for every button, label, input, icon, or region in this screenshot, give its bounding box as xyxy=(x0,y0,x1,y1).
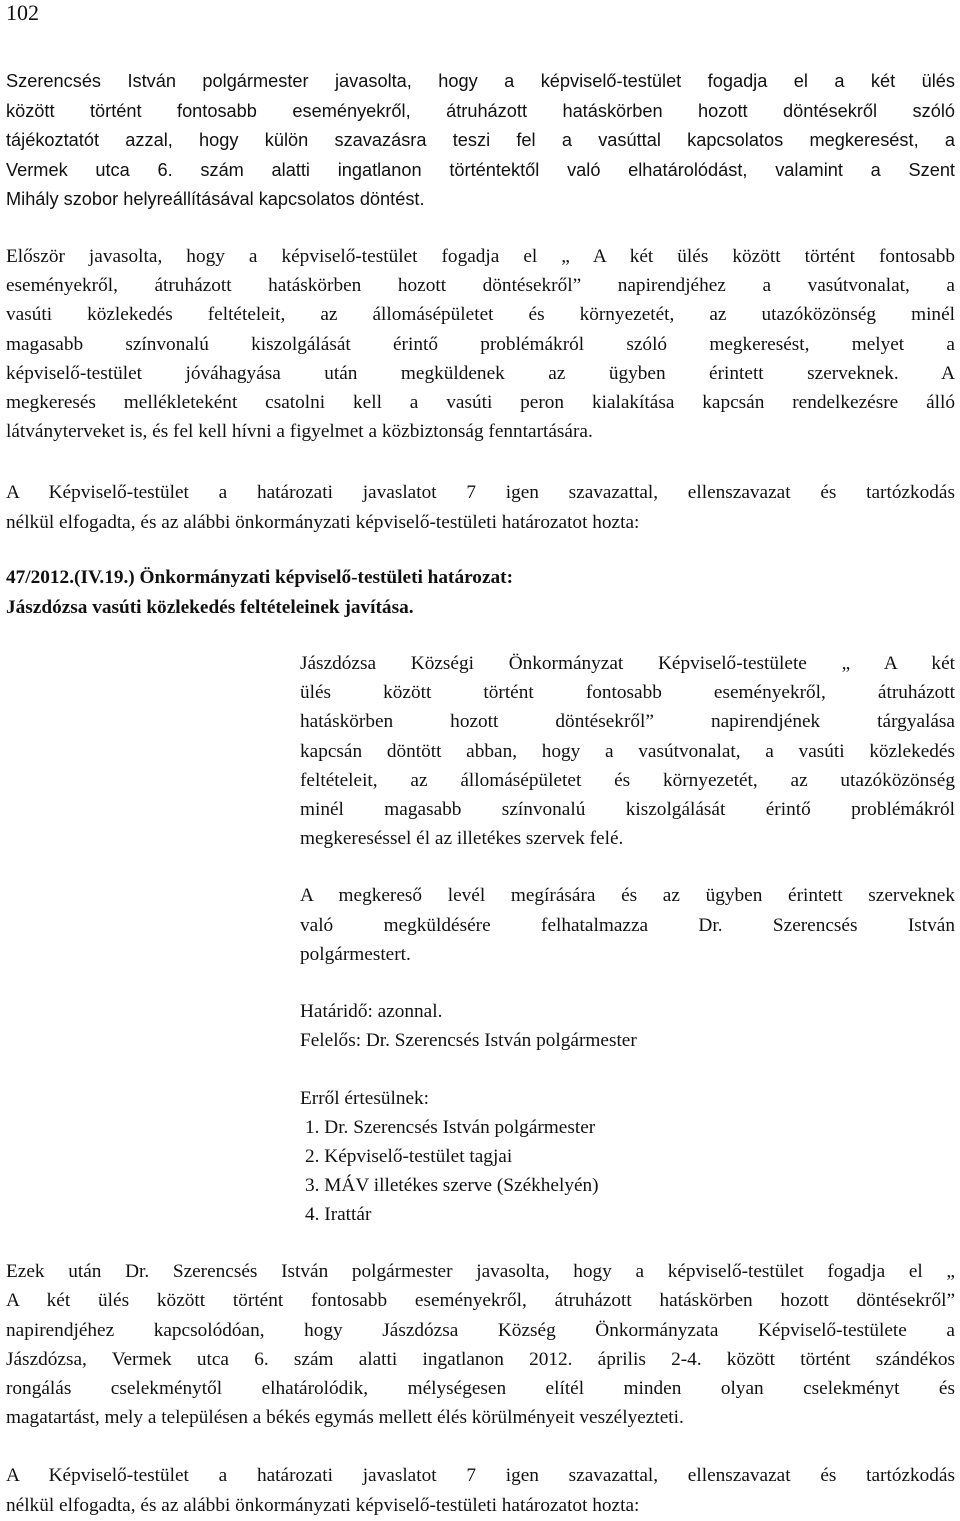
resolution-title xyxy=(6,563,955,622)
text-line: látványterveket is, és fel kell hívni a figyelmet a közbiztonság fenntartására. xyxy=(6,421,593,443)
text-line: eseményekről, átruházott hatáskörben hozott döntésekről” napirendjéhez a vasútvonalat, a xyxy=(6,275,955,297)
text-line: minél magasabb színvonalú kiszolgálását érintő problémákról xyxy=(300,799,955,821)
resolution-subject: Jászdózsa vasúti közlekedés feltételeinek javítása. xyxy=(6,596,414,618)
text-line: A Képviselő-testület a határozati javaslatot 7 igen szavazattal, ellenszavazat és tartózkodás xyxy=(6,482,955,503)
text-line: hatáskörben hozott döntésekről” napirendjének tárgyalása xyxy=(300,711,955,733)
responsible-person: Felelős: Dr. Szerencsés István polgármester xyxy=(300,1030,637,1051)
text-line: A két ülés között történt fontosabb eseményekről, átruházott hatáskörben hozott döntésekről” xyxy=(6,1290,955,1312)
text-line: Jászdózsa Községi Önkormányzat Képviselő-testülete „ A két xyxy=(300,653,955,674)
text-line: Ezek után Dr. Szerencsés István polgármester javasolta, hogy a képviselő-testület fogadja el „ xyxy=(6,1261,955,1282)
text-line: Szerencsés István polgármester javasolta, hogy a képviselő-testület fogadja el a két ülés xyxy=(6,71,955,91)
text-line: nélkül elfogadta, és az alábbi önkormányzati képviselő-testületi határozatot hozta: xyxy=(6,512,640,533)
vote-paragraph-2 xyxy=(6,1461,955,1520)
text-line: való megküldésére felhatalmazza Dr. Szerencsés István xyxy=(300,914,955,936)
text-line: kapcsán döntött abban, hogy a vasútvonalat, a vasúti közlekedés xyxy=(300,740,955,762)
text-line: polgármestert. xyxy=(300,944,411,965)
notify-heading: Erről értesülnek: xyxy=(300,1088,430,1109)
text-line: feltételeit, az állomásépületet és környezetét, az utazóközönség xyxy=(300,769,955,791)
text-line: Mihály szobor helyreállításával kapcsolatos döntést. xyxy=(6,189,425,209)
notify-list-item: 3. MÁV illetékes szerve (Székhelyén) xyxy=(305,1175,599,1196)
text-line: megkeresés mellékleteként csatolni kell a vasúti peron kialakítása kapcsán rendelkezésre álló xyxy=(6,392,955,414)
notify-list-item: 2. Képviselő-testület tagjai xyxy=(305,1146,513,1167)
text-line: ülés között történt fontosabb eseményekről, átruházott xyxy=(300,682,955,704)
text-line: magasabb színvonalú kiszolgálását érintő problémákról szóló megkeresést, melyet a xyxy=(6,333,955,355)
text-line: A megkereső levél megírására és az ügyben érintett szerveknek xyxy=(300,885,955,906)
resolution-number: 47/2012.(IV.19.) Önkormányzati képviselő-testületi határozat: xyxy=(6,567,513,588)
notify-list-item: 4. Irattár xyxy=(305,1204,372,1225)
notify-list-item: 1. Dr. Szerencsés István polgármester xyxy=(305,1117,596,1138)
text-line: tájékoztatót azzal, hogy külön szavazásra teszi fel a vasúttal kapcsolatos megkeresést, a xyxy=(6,130,955,150)
disassociation-paragraph xyxy=(6,1257,955,1433)
text-line: között történt fontosabb eseményekről, átruházott hatáskörben hozott döntésekről szóló xyxy=(6,100,955,121)
text-line: Először javasolta, hogy a képviselő-testület fogadja el „ A két ülés között történt fontosabb xyxy=(6,246,955,267)
text-line: rongálás cselekménytől elhatárolódik, mélységesen elítél minden olyan cselekményt és xyxy=(6,1378,955,1400)
text-line: magatartást, mely a településen a békés egymás mellett élés körülményeit veszélyezteti. xyxy=(6,1407,684,1429)
vote-paragraph xyxy=(6,478,955,538)
text-line: Vermek utca 6. szám alatti ingatlanon történtektől való elhatárolódást, valamint a Szent xyxy=(6,159,955,180)
proposal-paragraph xyxy=(6,242,955,446)
resolution-body xyxy=(300,649,955,853)
page-number: 102 xyxy=(6,0,39,25)
deadline: Határidő: azonnal. xyxy=(300,1001,443,1022)
text-line: nélkül elfogadta, és az alábbi önkormányzati képviselő-testületi határozatot hozta: xyxy=(6,1494,640,1516)
text-line: vasúti közlekedés feltételeit, az állomásépületet és környezetét, az utazóközönség minél xyxy=(6,304,955,326)
text-line: Jászdózsa, Vermek utca 6. szám alatti ingatlanon 2012. április 2-4. között történt szándékos xyxy=(6,1348,955,1370)
text-line: A Képviselő-testület a határozati javaslatot 7 igen szavazattal, ellenszavazat és tartózkodás xyxy=(6,1465,955,1486)
intro-paragraph xyxy=(6,67,955,215)
text-line: képviselő-testület jóváhagyása után megküldenek az ügyben érintett szerveknek. A xyxy=(6,362,955,384)
text-line: napirendjéhez kapcsolódóan, hogy Jászdózsa Község Önkormányzata Képviselő-testülete a xyxy=(6,1319,955,1341)
resolution-mandate xyxy=(300,881,955,970)
text-line: megkereséssel él az illetékes szervek felé. xyxy=(300,828,624,850)
